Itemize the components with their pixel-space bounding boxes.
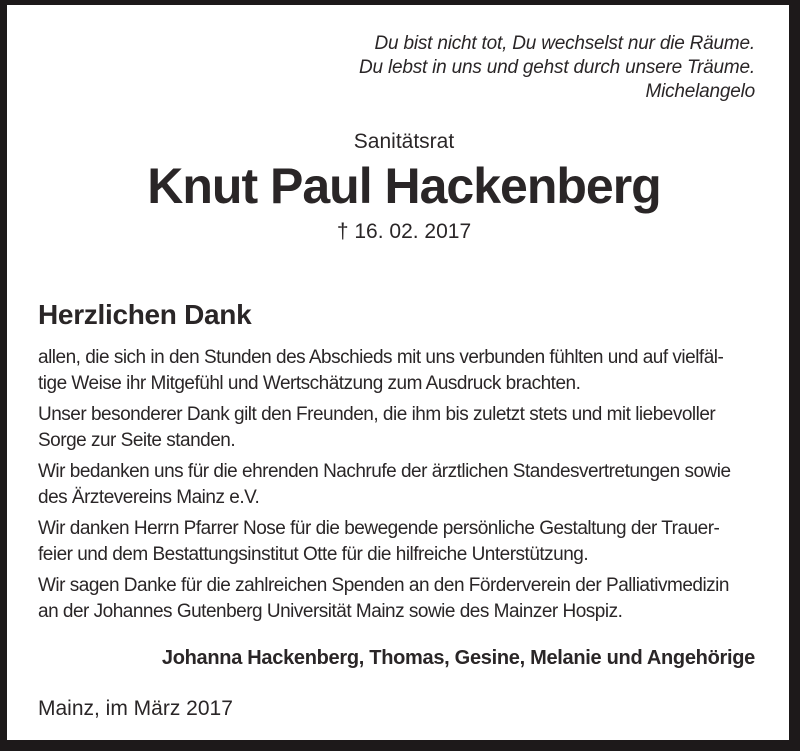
- obituary-notice: [7, 5, 789, 740]
- paragraph-line: Unser besonderer Dank gilt den Freunden, die ihm bis zuletzt stets und mit liebevoller: [38, 404, 716, 425]
- paragraph-line: Wir bedanken uns für die ehrenden Nachrufe der ärztlichen Standesvertretungen sowie: [38, 461, 731, 482]
- place-date-line: Mainz, im März 2017: [38, 697, 233, 720]
- thanks-paragraph: [38, 573, 770, 625]
- paragraph-line: Sorge zur Seite standen.: [38, 430, 236, 451]
- memorial-quote: [38, 32, 755, 104]
- death-date: † 16. 02. 2017: [336, 220, 472, 243]
- deceased-header: [38, 130, 770, 244]
- thanks-heading: Herzlichen Dank: [38, 299, 252, 330]
- thanks-paragraph: [38, 345, 770, 397]
- family-signature: Johanna Hackenberg, Thomas, Gesine, Melanie und Angehörige: [161, 647, 755, 669]
- paragraph-line: allen, die sich in den Stunden des Abschieds mit uns verbunden fühlten und auf vielfäl-: [38, 347, 724, 368]
- paragraph-line: feier und dem Bestattungsinstitut Otte für die hilfreiche Unterstützung.: [38, 544, 589, 565]
- honorific-title: Sanitätsrat: [353, 130, 455, 153]
- thanks-paragraphs: [38, 345, 770, 625]
- quote-line: Du lebst in uns und gehst durch unsere Träume.: [358, 57, 755, 78]
- thanks-paragraph: [38, 516, 770, 568]
- paragraph-line: tige Weise ihr Mitgefühl und Wertschätzung zum Ausdruck brachten.: [38, 373, 581, 394]
- deceased-name: Knut Paul Hackenberg: [147, 158, 661, 214]
- quote-line: Du bist nicht tot, Du wechselst nur die Räume.: [374, 33, 755, 54]
- quote-attribution: Michelangelo: [645, 81, 755, 102]
- paragraph-line: Wir sagen Danke für die zahlreichen Spenden an den Förderverein der Palliativmedizin: [38, 575, 729, 596]
- paragraph-line: an der Johannes Gutenberg Universität Mainz sowie des Mainzer Hospiz.: [38, 601, 623, 622]
- thanks-paragraph: [38, 459, 770, 511]
- paragraph-line: des Ärztevereins Mainz e.V.: [38, 487, 260, 508]
- thanks-paragraph: [38, 402, 770, 454]
- paragraph-line: Wir danken Herrn Pfarrer Nose für die bewegende persönliche Gestaltung der Trauer-: [38, 518, 720, 539]
